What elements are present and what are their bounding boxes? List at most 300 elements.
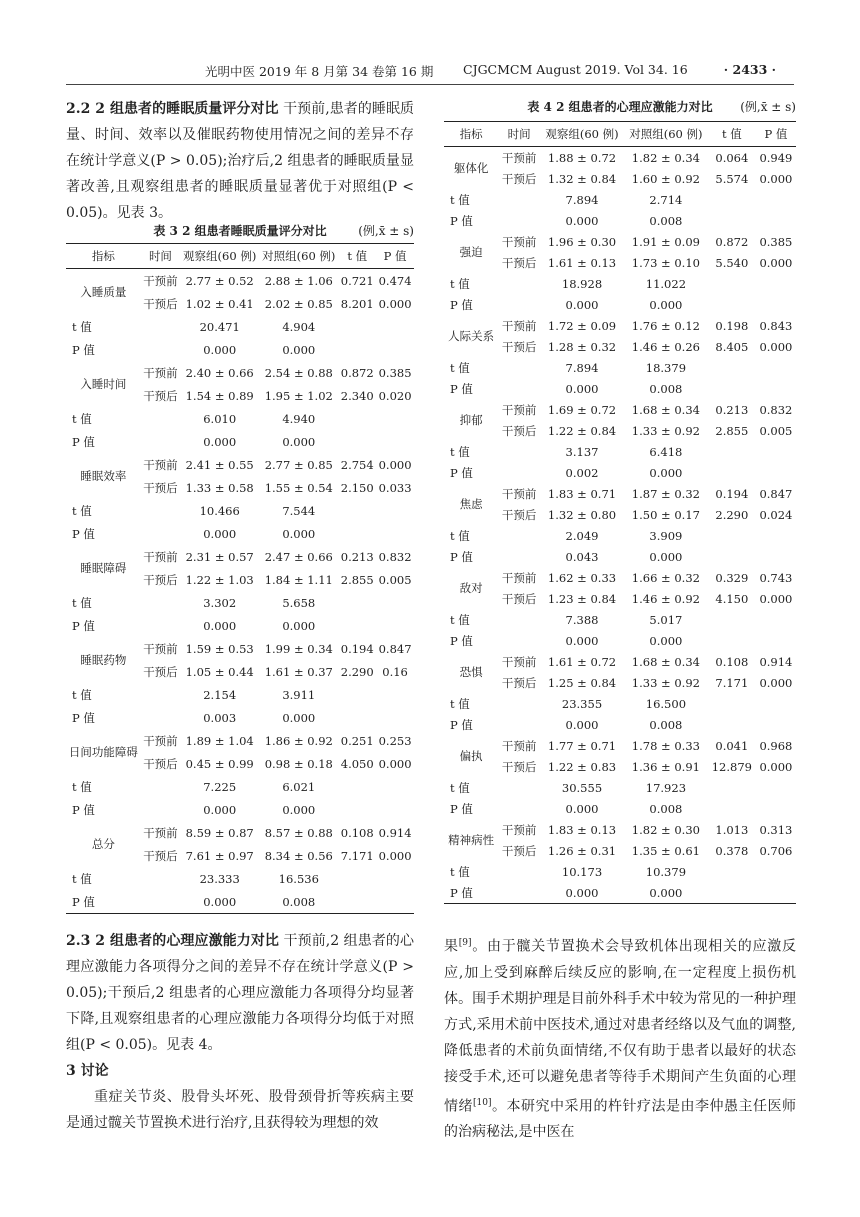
table-cell: 干预前 [501, 318, 537, 333]
stat-cell: 0.008 [649, 717, 683, 732]
stat-label: t 值 [450, 864, 470, 879]
table-cell: 4.150 [715, 591, 749, 606]
table-cell: 0.000 [759, 759, 793, 774]
table-cell: 1.69 ± 0.72 [547, 402, 617, 417]
row-indicator: 总分 [91, 837, 115, 851]
table-cell: 干预前 [501, 654, 537, 669]
table-cell: 1.22 ± 0.83 [547, 759, 617, 774]
table-cell: 0.721 [340, 273, 374, 288]
stat-label: t 值 [450, 444, 470, 459]
stat-cell: 0.000 [282, 526, 316, 541]
table-cell: 0.706 [759, 843, 793, 858]
table-cell: 0.16 [382, 664, 408, 679]
table-cell: 12.879 [711, 759, 752, 774]
column-header: P 值 [376, 244, 414, 269]
stat-cell: 0.000 [649, 297, 683, 312]
table-cell: 2.47 ± 0.66 [264, 549, 333, 564]
table-cell: 2.88 ± 1.06 [264, 273, 333, 288]
stat-cell: 4.904 [282, 319, 316, 334]
table-cell: 干预前 [501, 570, 537, 585]
table3-caption [66, 222, 414, 239]
table-cell: 0.108 [340, 825, 374, 840]
row-indicator: 偏执 [459, 749, 483, 763]
stat-cell: 0.008 [259, 890, 338, 914]
table-cell: 7.61 ± 0.97 [185, 848, 254, 863]
table-row [444, 567, 796, 588]
stat-cell: 7.225 [203, 779, 237, 794]
stat-cell: 0.000 [565, 213, 599, 228]
table-row [66, 545, 414, 568]
table-cell: 1.33 ± 0.92 [631, 423, 700, 438]
table-cell: 2.77 ± 0.85 [264, 457, 333, 472]
stat-row [66, 614, 414, 637]
table-cell: 0.000 [378, 756, 412, 771]
table-cell: 0.968 [759, 738, 793, 753]
table-cell: 1.60 ± 0.92 [631, 171, 700, 186]
stat-cell: 23.355 [561, 696, 603, 711]
table-row [66, 361, 414, 384]
stat-label: P 值 [450, 465, 473, 480]
table-cell: 0.213 [340, 549, 374, 564]
stat-row [444, 273, 796, 294]
table-cell: 0.000 [378, 457, 412, 472]
table-cell: 1.83 ± 0.71 [547, 486, 617, 501]
table-cell: 4.050 [340, 756, 374, 771]
table-cell: 0.474 [378, 273, 412, 288]
stat-row [66, 683, 414, 706]
row-indicator: 入睡质量 [80, 285, 127, 299]
table-cell: 干预后 [143, 664, 178, 679]
table-cell: 干预前 [501, 822, 537, 837]
table3 [66, 243, 414, 914]
table-cell: 干预后 [143, 572, 178, 587]
running-header [0, 62, 860, 82]
table-cell: 0.000 [759, 171, 793, 186]
section-title: 2.2 2 组患者的睡眠质量评分对比 [66, 101, 279, 117]
table-header-row [444, 122, 796, 147]
table-cell: 干预后 [501, 255, 537, 270]
table-cell: 干预前 [501, 150, 537, 165]
stat-cell: 0.000 [203, 802, 237, 817]
stat-label: P 值 [444, 882, 498, 904]
table-cell: 1.89 ± 1.04 [185, 733, 254, 748]
table-cell: 1.76 ± 0.12 [631, 318, 700, 333]
table-cell: 0.020 [378, 388, 412, 403]
stat-cell: 6.021 [282, 779, 316, 794]
table-cell: 1.59 ± 0.53 [185, 641, 254, 656]
stat-label: P 值 [72, 802, 95, 817]
table-cell: 0.385 [378, 365, 412, 380]
table-cell: 2.41 ± 0.55 [185, 457, 254, 472]
table4 [444, 121, 796, 904]
table-header-row [66, 244, 414, 269]
row-indicator: 焦虑 [459, 497, 483, 511]
header-rule [66, 84, 794, 85]
stat-cell: 10.466 [199, 503, 240, 518]
stat-row [66, 706, 414, 729]
table-cell: 0.313 [759, 822, 793, 837]
table-cell: 1.68 ± 0.34 [631, 654, 700, 669]
row-indicator: 敌对 [459, 581, 483, 595]
stat-row [444, 210, 796, 231]
column-header: t 值 [708, 122, 756, 147]
stat-cell: 2.154 [203, 687, 237, 702]
stat-row [66, 499, 414, 522]
table-cell: 干预后 [143, 848, 178, 863]
stat-row [444, 714, 796, 735]
table-cell: 干预后 [501, 507, 537, 522]
table-cell: 0.198 [715, 318, 749, 333]
stat-row [444, 462, 796, 483]
table-cell: 0.000 [378, 296, 412, 311]
stat-row [444, 189, 796, 210]
stat-row [444, 630, 796, 651]
table-cell: 干预前 [143, 457, 178, 472]
section-2-2 [66, 96, 414, 226]
stat-cell: 0.000 [649, 549, 683, 564]
table-cell: 0.832 [378, 549, 412, 564]
table-row [444, 483, 796, 504]
table-cell: 0.194 [340, 641, 374, 656]
column-header: 时间 [498, 122, 540, 147]
table-cell: 2.290 [340, 664, 374, 679]
table-cell: 2.02 ± 0.85 [264, 296, 333, 311]
stat-label: P 值 [450, 213, 473, 228]
row-indicator: 抑郁 [459, 413, 483, 427]
table-cell: 干预后 [143, 756, 178, 771]
citation-10[interactable]: [10] [473, 1097, 492, 1108]
table-cell: 1.33 ± 0.58 [185, 480, 254, 495]
table4-unit: (例,x̄ ± s) [740, 100, 796, 114]
table-cell: 干预后 [501, 843, 537, 858]
row-indicator: 入睡时间 [80, 377, 127, 391]
table-row [66, 821, 414, 844]
text: 。由于髋关节置换术会导致机体出现相关的应激反应,加上受到麻醉后续反应的影响,在一定程度上损伤机体。围手术期护理是目前外科手术中较为常见的一种护理方式,采用术前中医技术,通过对患者经络以及气血的调整,降低患者的术前负面情绪,不仅有助于患者以最好的状态接受手术,还可以避免患者等待手术期间产生负面的心理情绪 [444, 938, 796, 1115]
stat-row [66, 591, 414, 614]
table-cell: 干预前 [501, 486, 537, 501]
table-cell: 1.36 ± 0.91 [631, 759, 700, 774]
table-cell: 干预后 [501, 759, 537, 774]
column-header: 时间 [141, 244, 180, 269]
stat-cell: 2.714 [649, 192, 683, 207]
stat-row [444, 378, 796, 399]
table-cell: 1.26 ± 0.31 [547, 843, 617, 858]
table-cell: 2.340 [340, 388, 374, 403]
stat-cell: 5.017 [649, 612, 683, 627]
table-row [444, 147, 796, 169]
row-indicator: 睡眠障碍 [80, 561, 127, 575]
row-indicator: 躯体化 [453, 161, 489, 175]
table-cell: 8.405 [715, 339, 749, 354]
table-cell: 干预前 [143, 825, 178, 840]
stat-label: t 值 [450, 528, 470, 543]
stat-cell: 0.000 [203, 434, 237, 449]
table-cell: 1.77 ± 0.71 [547, 738, 617, 753]
table-cell: 1.013 [715, 822, 749, 837]
table-cell: 0.832 [759, 402, 793, 417]
table-cell: 0.872 [340, 365, 374, 380]
stat-label: P 值 [72, 710, 95, 725]
table-cell: 1.25 ± 0.84 [547, 675, 617, 690]
table-cell: 1.68 ± 0.34 [631, 402, 700, 417]
stat-cell: 0.000 [649, 465, 683, 480]
stat-cell: 10.379 [645, 864, 687, 879]
stat-label: P 值 [72, 342, 95, 357]
table-row [66, 453, 414, 476]
stat-cell: 23.333 [199, 871, 240, 886]
stat-cell: 0.008 [649, 213, 683, 228]
stat-cell: 7.544 [282, 503, 316, 518]
column-header: 指标 [66, 244, 141, 269]
table-cell: 1.61 ± 0.72 [547, 654, 617, 669]
table-cell: 1.96 ± 0.30 [547, 234, 617, 249]
stat-label: t 值 [450, 276, 470, 291]
table-cell: 1.83 ± 0.13 [547, 822, 617, 837]
stat-label: P 值 [72, 618, 95, 633]
table-row [444, 819, 796, 840]
table-cell: 1.46 ± 0.92 [631, 591, 700, 606]
table-row [444, 399, 796, 420]
stat-cell: 0.000 [540, 882, 624, 904]
table-cell: 1.22 ± 0.84 [547, 423, 617, 438]
table-cell: 7.171 [715, 675, 749, 690]
column-header: 对照组(60 例) [624, 122, 708, 147]
table-cell: 2.54 ± 0.88 [264, 365, 333, 380]
table-cell: 1.23 ± 0.84 [547, 591, 617, 606]
stat-cell: 10.173 [561, 864, 603, 879]
table-cell: 1.88 ± 0.72 [547, 150, 617, 165]
table-cell: 1.54 ± 0.89 [185, 388, 254, 403]
table-cell: 8.59 ± 0.87 [185, 825, 254, 840]
table-cell: 干预后 [501, 171, 537, 186]
section-text: 干预前,2 组患者的心理应激能力各项得分之间的差异不存在统计学意义(P > 0.05);干预后,2 组患者的心理应激能力各项得分均显著下降,且观察组患者的心理应激能力各项得分均低于对照组(P < 0.05)。见表 4。 [66, 933, 414, 1053]
stat-label: P 值 [450, 381, 473, 396]
section-3-title: 3 讨论 [66, 1063, 109, 1079]
table-cell: 0.847 [759, 486, 793, 501]
table-cell: 1.87 ± 0.32 [631, 486, 700, 501]
column-header: 观察组(60 例) [540, 122, 624, 147]
table-cell: 干预前 [501, 234, 537, 249]
table-cell: 0.329 [715, 570, 749, 585]
table-row [444, 315, 796, 336]
stat-cell: 30.555 [561, 780, 603, 795]
stat-cell: 0.000 [565, 801, 599, 816]
stat-label: t 值 [72, 411, 92, 426]
table-cell: 0.914 [759, 654, 793, 669]
table-cell: 1.61 ± 0.13 [547, 255, 617, 270]
table-cell: 1.46 ± 0.26 [631, 339, 700, 354]
table-row [66, 729, 414, 752]
table-cell: 干预后 [501, 591, 537, 606]
table-cell: 0.005 [378, 572, 412, 587]
row-indicator: 恐惧 [459, 665, 483, 679]
stat-label: t 值 [450, 192, 470, 207]
stat-cell: 0.000 [180, 890, 259, 914]
row-indicator: 精神病性 [448, 833, 495, 847]
discussion-continued [444, 930, 796, 1145]
stat-label: P 值 [450, 297, 473, 312]
stat-label: P 值 [66, 890, 141, 914]
table-cell: 7.171 [340, 848, 374, 863]
stat-label: t 值 [450, 696, 470, 711]
table-cell: 1.95 ± 1.02 [264, 388, 333, 403]
stat-label: t 值 [450, 612, 470, 627]
table-cell: 0.000 [759, 591, 793, 606]
table-cell: 1.55 ± 0.54 [264, 480, 333, 495]
text: 。本研究中采用的杵针疗法是由李仲愚主任医师的治病秘法,是中医在 [444, 1098, 797, 1141]
row-indicator: 人际关系 [448, 329, 495, 343]
stat-row [66, 430, 414, 453]
table-cell: 干预后 [501, 423, 537, 438]
column-header: 观察组(60 例) [180, 244, 259, 269]
row-indicator: 强迫 [459, 245, 483, 259]
page-number: · 2433 · [723, 62, 776, 77]
stat-label: P 值 [72, 526, 95, 541]
table-cell: 0.385 [759, 234, 793, 249]
table-cell: 0.253 [378, 733, 412, 748]
stat-row [444, 525, 796, 546]
stat-row [66, 867, 414, 890]
table-cell: 1.02 ± 0.41 [185, 296, 254, 311]
stat-cell: 16.536 [278, 871, 319, 886]
table-cell: 1.05 ± 0.44 [185, 664, 254, 679]
stat-label: t 值 [450, 780, 470, 795]
table-cell: 干预后 [143, 388, 178, 403]
stat-label: t 值 [72, 319, 92, 334]
table4-caption [444, 98, 796, 115]
section-title: 2.3 2 组患者的心理应激能力对比 [66, 933, 279, 949]
text: 果 [444, 938, 459, 955]
stat-cell: 0.000 [282, 802, 316, 817]
table-cell: 干预后 [501, 339, 537, 354]
stat-cell: 0.043 [565, 549, 599, 564]
stat-cell: 3.911 [282, 687, 316, 702]
stat-row [444, 798, 796, 819]
table-cell: 干预前 [143, 365, 178, 380]
stat-cell: 0.000 [565, 633, 599, 648]
stat-cell: 18.928 [561, 276, 603, 291]
table-cell: 1.99 ± 0.34 [264, 641, 333, 656]
stat-row [444, 882, 796, 904]
table-cell: 2.855 [715, 423, 749, 438]
stat-cell: 6.010 [203, 411, 237, 426]
stat-cell: 3.909 [649, 528, 683, 543]
stat-cell: 5.658 [282, 595, 316, 610]
table-cell: 0.000 [759, 339, 793, 354]
stat-cell: 0.003 [203, 710, 237, 725]
stat-row [66, 798, 414, 821]
stat-label: t 值 [450, 360, 470, 375]
table-cell: 5.540 [715, 255, 749, 270]
stat-row [444, 777, 796, 798]
table-cell: 1.72 ± 0.09 [547, 318, 617, 333]
table-row [444, 735, 796, 756]
stat-row [66, 775, 414, 798]
table-cell: 1.22 ± 1.03 [185, 572, 254, 587]
stat-cell: 0.000 [203, 342, 237, 357]
stat-cell: 7.894 [565, 360, 599, 375]
stat-row [66, 522, 414, 545]
stat-row [66, 315, 414, 338]
column-header: 对照组(60 例) [259, 244, 338, 269]
stat-label: P 值 [450, 633, 473, 648]
table-cell: 0.000 [759, 255, 793, 270]
stat-label: P 值 [72, 434, 95, 449]
stat-cell: 7.388 [565, 612, 599, 627]
row-indicator: 日间功能障碍 [68, 745, 138, 759]
table-row [444, 231, 796, 252]
stat-cell: 18.379 [645, 360, 687, 375]
stat-cell: 2.049 [565, 528, 599, 543]
stat-cell: 0.000 [282, 342, 316, 357]
stat-cell: 0.000 [282, 618, 316, 633]
table-cell: 1.32 ± 0.84 [547, 171, 617, 186]
table-cell: 0.005 [759, 423, 793, 438]
stat-label: t 值 [72, 503, 92, 518]
table-cell: 8.34 ± 0.56 [264, 848, 333, 863]
table-cell: 干预后 [501, 675, 537, 690]
table-cell: 0.378 [715, 843, 749, 858]
column-header: 指标 [444, 122, 498, 147]
stat-cell: 0.000 [649, 633, 683, 648]
stat-cell: 0.008 [649, 381, 683, 396]
section-text: 干预前,患者的睡眠质量、时间、效率以及催眠药物使用情况之间的差异不存在统计学意义(P > 0.05);治疗后,2 组患者的睡眠质量显著改善,且观察组患者的睡眠质量显著优于对照组(P < 0.05)。见表 3。 [66, 101, 414, 221]
stat-row [444, 546, 796, 567]
stat-cell: 0.000 [624, 882, 708, 904]
table-cell: 8.57 ± 0.88 [264, 825, 333, 840]
table-cell: 干预前 [143, 549, 178, 564]
table-cell: 0.914 [378, 825, 412, 840]
table-cell: 干预前 [501, 738, 537, 753]
table-cell: 1.61 ± 0.37 [264, 664, 333, 679]
table-row [66, 637, 414, 660]
table-cell: 2.150 [340, 480, 374, 495]
table-cell: 0.041 [715, 738, 749, 753]
section-2-3 [66, 928, 414, 1136]
stat-cell: 0.000 [282, 434, 316, 449]
table-cell: 2.31 ± 0.57 [185, 549, 254, 564]
table-cell: 1.32 ± 0.80 [547, 507, 617, 522]
table-cell: 1.62 ± 0.33 [547, 570, 617, 585]
table4-title: 表 4 2 组患者的心理应激能力对比 [527, 100, 713, 114]
stat-label: P 值 [450, 717, 473, 732]
table-cell: 0.000 [378, 848, 412, 863]
stat-cell: 0.008 [649, 801, 683, 816]
table-cell: 干预后 [143, 296, 178, 311]
table-row [444, 651, 796, 672]
table-cell: 2.855 [340, 572, 374, 587]
stat-cell: 16.500 [645, 696, 687, 711]
stat-cell: 0.000 [565, 381, 599, 396]
table-cell: 5.574 [715, 171, 749, 186]
table-cell: 1.78 ± 0.33 [631, 738, 700, 753]
stat-cell: 11.022 [645, 276, 687, 291]
table-cell: 0.743 [759, 570, 793, 585]
table-cell: 1.50 ± 0.17 [631, 507, 700, 522]
table-cell: 0.872 [715, 234, 749, 249]
stat-label: t 值 [72, 779, 92, 794]
table-cell: 0.024 [759, 507, 793, 522]
table-cell: 0.108 [715, 654, 749, 669]
table-cell: 2.40 ± 0.66 [185, 365, 254, 380]
citation-9[interactable]: [9] [458, 938, 472, 948]
stat-cell: 0.000 [282, 710, 316, 725]
table-row [66, 269, 414, 293]
stat-row [66, 890, 414, 914]
stat-cell: 3.137 [565, 444, 599, 459]
table-cell: 1.33 ± 0.92 [631, 675, 700, 690]
column-header: t 值 [338, 244, 376, 269]
